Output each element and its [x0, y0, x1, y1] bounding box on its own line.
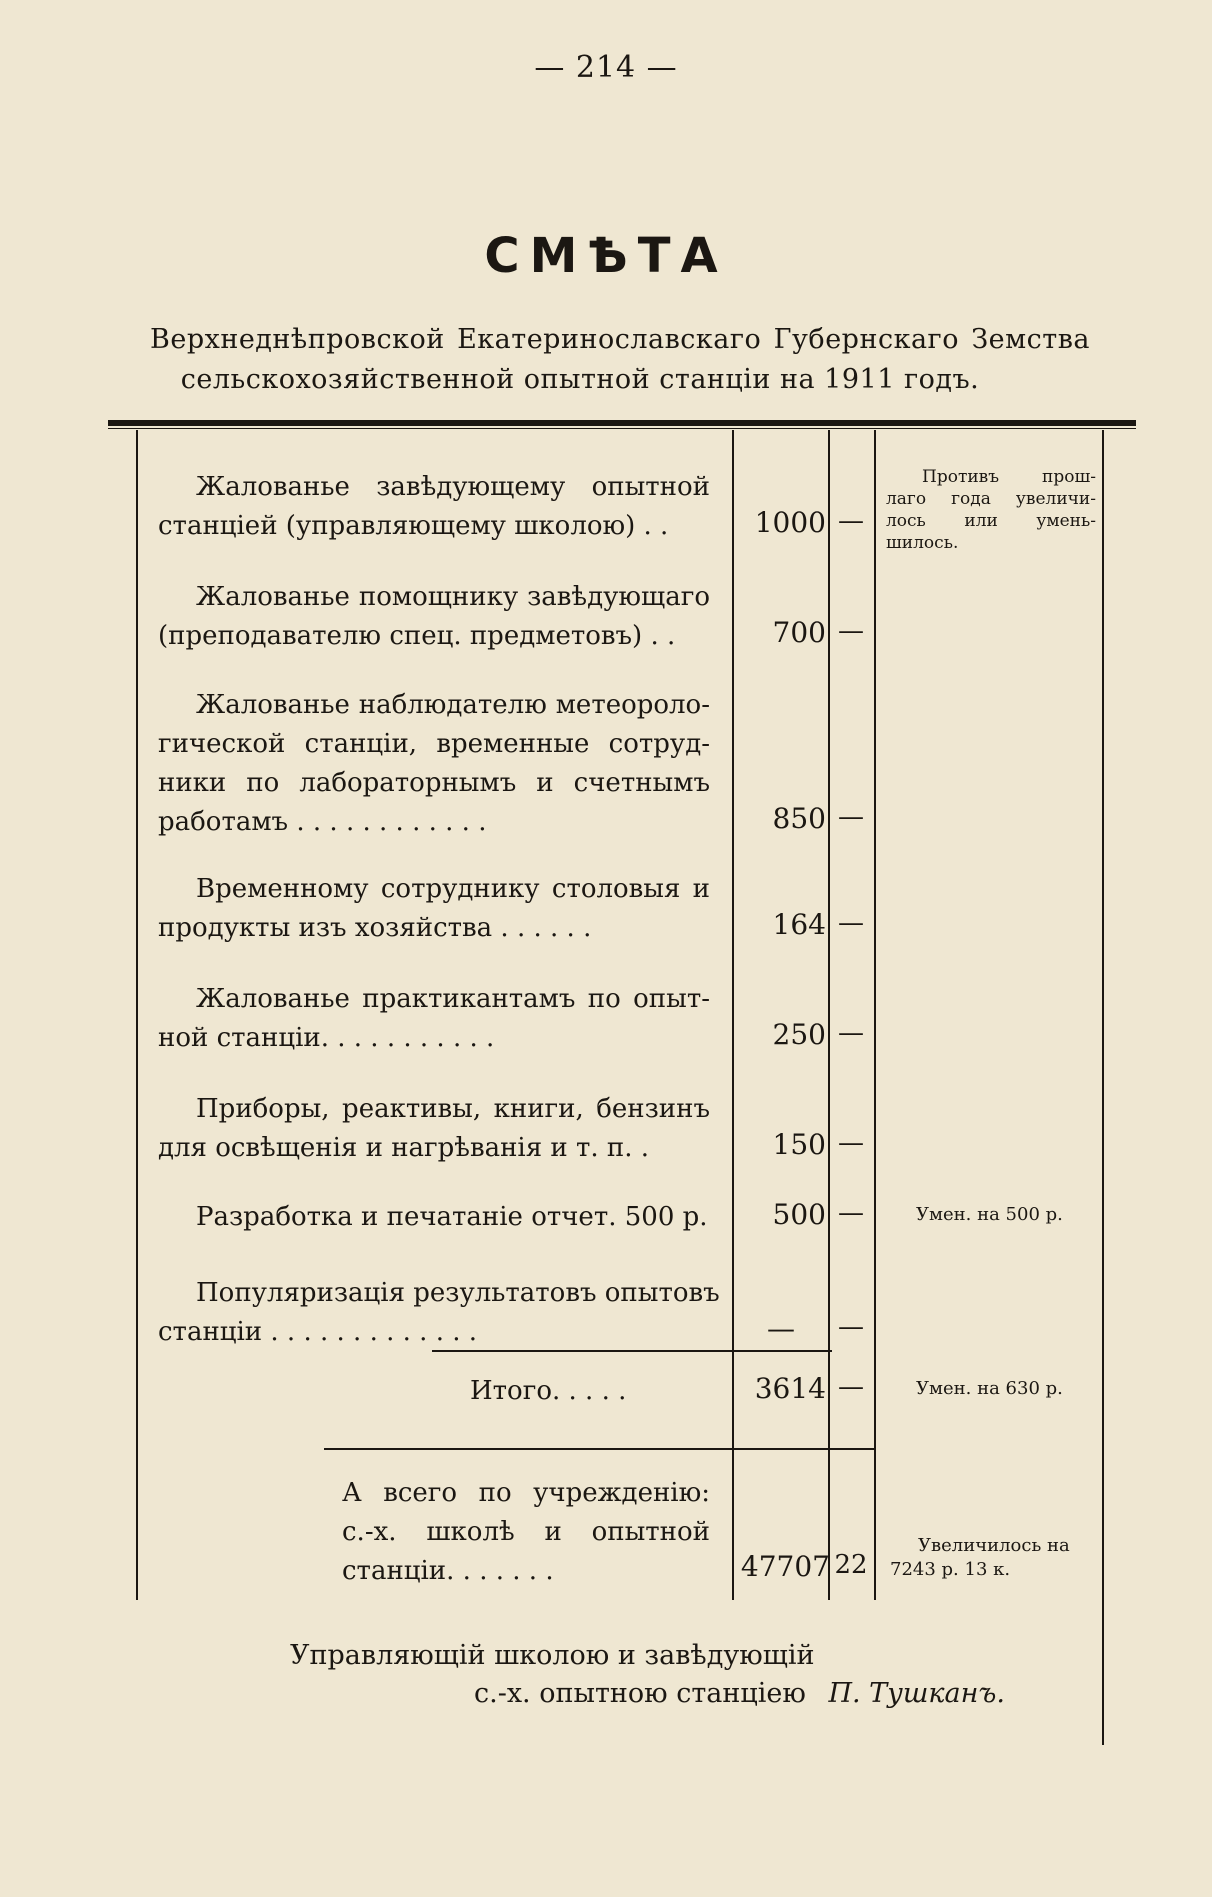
- total-note: Умен. на 630 р.: [916, 1378, 1063, 1399]
- item-salary-head: Жалованье завѣдующему опытной станціей (управляющему школою) . .: [158, 472, 710, 541]
- column-divider-note: [874, 430, 876, 1600]
- table-left-border: [136, 430, 138, 1600]
- amount-report-printing: 500: [772, 1198, 826, 1231]
- kop-report-printing: —: [838, 1198, 864, 1228]
- item-instruments: Приборы, реактивы, книги, бензинъ для освѣщенія и нагрѣванія и т. п. .: [158, 1094, 710, 1163]
- grand-total-rule: [324, 1448, 876, 1450]
- kop-salary-head: —: [838, 506, 864, 536]
- table-top-rule: [108, 420, 1136, 426]
- kop-popularization: —: [838, 1312, 864, 1342]
- table-top-rule-thin: [108, 428, 1136, 429]
- amount-popularization: —: [767, 1312, 795, 1345]
- kop-temp-staff-meals: —: [838, 908, 864, 938]
- grand-total-note: Увеличилось на 7243 р. 13 к.: [890, 1535, 1070, 1580]
- amount-salary-head: 1000: [754, 506, 826, 539]
- kop-salary-assistant: —: [838, 616, 864, 646]
- amount-instruments: 150: [772, 1128, 826, 1161]
- signature-line-1: Управляющій школою и завѣдующій: [290, 1640, 815, 1671]
- amount-salary-assistant: 700: [772, 616, 826, 649]
- grand-total-amount: 47707: [740, 1550, 830, 1583]
- amount-salary-observer: 850: [772, 802, 826, 835]
- note-column-rule: [1102, 430, 1104, 580]
- item-report-printing: Разработка и печатаніе отчет. 500 р.: [196, 1202, 708, 1232]
- item-salary-assistant: Жалованье помощнику завѣдующаго (преподавателю спец. предметовъ) . .: [158, 582, 710, 651]
- grand-total-kop: 22: [834, 1550, 868, 1580]
- kop-salary-observer: —: [838, 802, 864, 832]
- item-salary-observer: Жалованье наблюдателю метеороло- гической станціи, временные сотруд- ники по лабораторнымъ и счетнымъ работамъ . . . . . . . . . . . .: [158, 690, 710, 837]
- grand-total-label: А всего по учрежденію: с.-х. школѣ и опытной станціи. . . . . . .: [342, 1478, 710, 1586]
- total-kop: —: [838, 1372, 864, 1402]
- page-number: — 214 —: [534, 50, 678, 85]
- note-comparison-header: Противъ прош- лаго года увеличи- лось или умень- шилось.: [886, 467, 1096, 553]
- signature-line-2: [474, 1678, 1005, 1709]
- column-divider-amount: [732, 430, 734, 1600]
- signature-title: с.-х. опытною станціею: [474, 1678, 806, 1709]
- amount-salary-trainees: 250: [772, 1018, 826, 1051]
- subtitle-line-2: сельскохозяйственной опытной станціи на 1911 годъ.: [180, 364, 980, 395]
- total-amount: 3614: [754, 1372, 826, 1405]
- total-label: Итого. . . . .: [470, 1376, 627, 1406]
- item-popularization: Популяризація результатовъ опытовъ станціи . . . . . . . . . . . . .: [158, 1278, 720, 1347]
- document-title: СМѢТА: [484, 228, 728, 284]
- amount-temp-staff-meals: 164: [772, 908, 826, 941]
- table-right-border: [1102, 430, 1104, 1745]
- kop-instruments: —: [838, 1128, 864, 1158]
- kop-salary-trainees: —: [838, 1018, 864, 1048]
- item-temp-staff-meals: Временному сотруднику столовыя и продукты изъ хозяйства . . . . . .: [158, 874, 710, 943]
- subtitle-line-1: Верхнеднѣпровской Екатеринославскаго Губернскаго Земства: [150, 324, 1090, 355]
- item-salary-trainees: Жалованье практикантамъ по опыт- ной станціи. . . . . . . . . . .: [158, 984, 710, 1053]
- note-report-printing: Умен. на 500 р.: [916, 1204, 1063, 1225]
- signature-name: П. Тушканъ.: [828, 1678, 1006, 1709]
- column-divider-kop: [828, 430, 830, 1600]
